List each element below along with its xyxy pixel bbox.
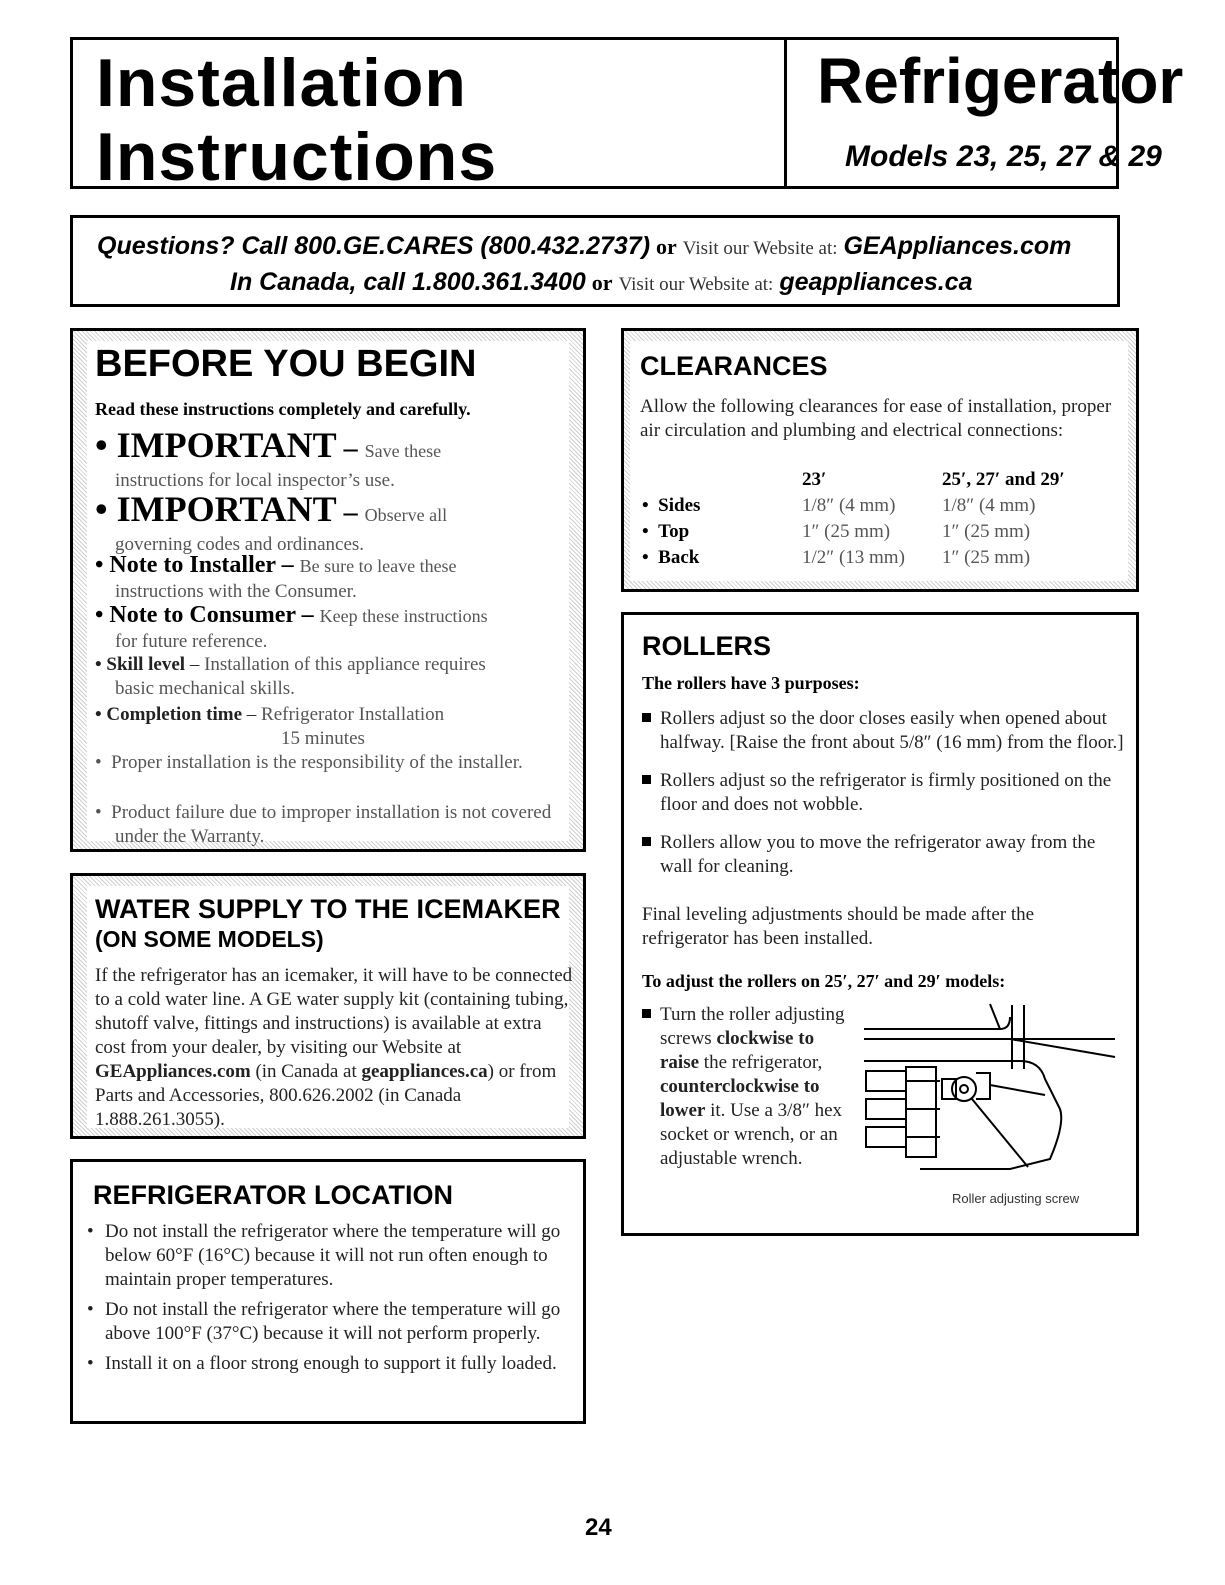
- page-number: 24: [585, 1514, 612, 1541]
- models-subtitle: Models 23, 25, 27 & 29: [845, 140, 1162, 173]
- note-to-installer: • Note to Installer – Be sure to leave these instructions with the Consumer.: [95, 552, 457, 602]
- canada-website-link[interactable]: geappliances.ca: [779, 268, 973, 296]
- water-paragraph: If the refrigerator has an icemaker, it will have to be connected to a cold water line. A GE water supply kit (containing tubing, shutoff valve, fittings and instructions) is available at extra cost from your dealer, by visiting our Website at GEAppliances.com (in Canada at geappliances.ca) or from Parts and Accessories, 800.626.2002 (in Canada 1.888.261.3055).: [95, 965, 573, 1130]
- contact-box: [70, 215, 1120, 307]
- location-list: [87, 1220, 567, 1376]
- water-subheading: (ON SOME MODELS): [95, 926, 324, 952]
- us-website-link[interactable]: GEAppliances.com: [843, 232, 1072, 260]
- rollers-box: [621, 612, 1139, 1236]
- rollers-purpose: The rollers have 3 purposes:: [642, 673, 860, 693]
- product-failure: • Product failure due to improper installation is not covered under the Warranty.: [95, 802, 552, 847]
- canada-website-link-inline[interactable]: geappliances.ca: [361, 1061, 488, 1082]
- visit-text: Visit our Website at:: [618, 274, 774, 295]
- us-contact-line: [97, 232, 1071, 261]
- clearances-table: [642, 467, 1065, 571]
- before-you-begin-box: [70, 328, 586, 852]
- completion-time: • Completion time – Refrigerator Installation 15 minutes: [95, 704, 445, 749]
- important-1: • IMPORTANT – Save these instructions for local inspector’s use.: [95, 425, 442, 491]
- list-item: Rollers allow you to move the refrigerator away from the wall for cleaning.: [642, 831, 1126, 879]
- visit-text: Visit our Website at:: [682, 238, 838, 259]
- rollers-list: [642, 707, 1126, 893]
- or-text: or: [591, 270, 613, 295]
- col-header-25-29: 25′, 27′ and 29′: [942, 469, 1065, 490]
- clearances-intro: Allow the following clearances for ease of installation, proper air circulation and plumbing and electrical connections:: [640, 396, 1112, 441]
- before-intro: Read these instructions completely and carefully.: [95, 399, 471, 419]
- skill-level: • Skill level – Installation of this appliance requires basic mechanical skills.: [95, 654, 486, 699]
- table-row: • Top 1″ (25 mm) 1″ (25 mm): [642, 521, 1031, 542]
- proper-installation: • Proper installation is the responsibility of the installer.: [95, 752, 523, 773]
- list-item: • Do not install the refrigerator where the temperature will go above 100°F (37°C) because it will not perform properly.: [87, 1298, 567, 1346]
- us-phone: Questions? Call 800.GE.CARES (800.432.2737): [97, 232, 651, 260]
- water-heading: WATER SUPPLY TO THE ICEMAKER: [95, 894, 561, 924]
- list-item: Rollers adjust so the door closes easily when opened about halfway. [Raise the front about 5/8″ (16 mm) from the floor.]: [642, 707, 1126, 755]
- list-item: • Do not install the refrigerator where the temperature will go below 60°F (16°C) because it will not run often enough to maintain proper temperatures.: [87, 1220, 567, 1292]
- rollers-final-note: Final leveling adjustments should be made after the refrigerator has been installed.: [642, 904, 1035, 949]
- adjust-list: [642, 1003, 852, 1185]
- product-title: Refrigerator: [817, 45, 1184, 117]
- note-to-consumer: • Note to Consumer – Keep these instructions for future reference.: [95, 602, 488, 652]
- canada-phone: In Canada, call 1.800.361.3400: [230, 268, 586, 296]
- list-item: Turn the roller adjusting screws clockwise to raise the refrigerator, counterclockwise to lower it. Use a 3/8″ hex socket or wrench, or an adjustable wrench.: [642, 1003, 852, 1171]
- water-supply-box: [70, 873, 586, 1139]
- diagram-caption: Roller adjusting screw: [952, 1191, 1080, 1206]
- list-item: • Install it on a floor strong enough to support it fully loaded.: [87, 1352, 567, 1376]
- col-header-23: 23′: [802, 469, 827, 490]
- clearances-box: [621, 328, 1139, 592]
- document-title: [96, 46, 497, 194]
- table-row: • Back 1/2″ (13 mm) 1″ (25 mm): [642, 547, 1031, 568]
- rollers-heading: ROLLERS: [642, 631, 772, 661]
- title-line-2: Instructions: [96, 119, 498, 195]
- list-item: Rollers adjust so the refrigerator is firmly positioned on the floor and does not wobble.: [642, 769, 1126, 817]
- canada-contact-line: [230, 268, 972, 297]
- roller-diagram: [860, 999, 1124, 1205]
- location-heading: REFRIGERATOR LOCATION: [93, 1180, 453, 1210]
- clearances-heading: CLEARANCES: [640, 351, 828, 381]
- title-line-1: Installation: [96, 45, 467, 121]
- location-box: [70, 1159, 586, 1424]
- table-row: • Sides 1/8″ (4 mm) 1/8″ (4 mm): [642, 495, 1036, 516]
- before-heading: BEFORE YOU BEGIN: [95, 343, 477, 385]
- important-2: • IMPORTANT – Observe all governing codes and ordinances.: [95, 489, 448, 555]
- adjust-heading: To adjust the rollers on 25′, 27′ and 29′ models:: [642, 971, 1006, 991]
- ge-website-link[interactable]: GEAppliances.com: [95, 1061, 251, 1082]
- or-text: or: [656, 234, 677, 259]
